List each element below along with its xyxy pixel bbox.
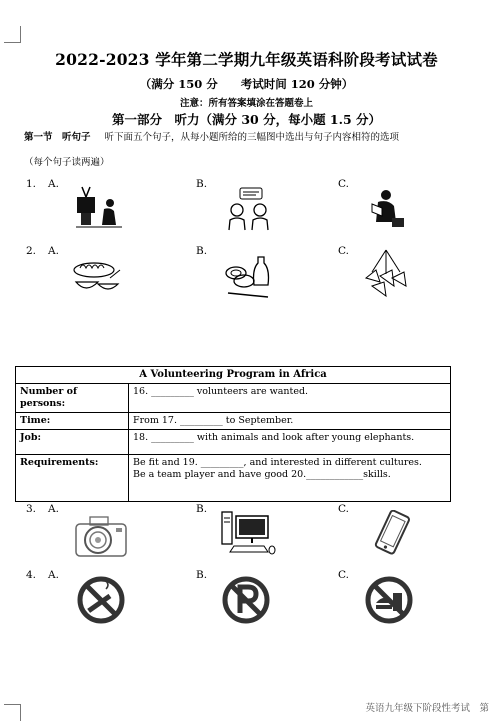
option-label: B.: [196, 569, 208, 581]
crop-mark-bottom-left: [4, 704, 21, 721]
option-label: B.: [196, 245, 208, 257]
volunteer-program-table: [15, 366, 451, 502]
table-row: [16, 413, 451, 430]
table-row: [16, 455, 451, 502]
camera-icon[interactable]: [72, 512, 132, 560]
table-value: [129, 455, 451, 502]
option-label: A.: [48, 178, 59, 190]
part-heading: 第一部分 听力（满分 30 分，每小题 1.5 分）: [111, 112, 382, 127]
table-key: Time:: [16, 413, 129, 430]
option-label: A.: [48, 245, 59, 257]
person-reading-icon[interactable]: [368, 188, 408, 230]
option-label: C.: [338, 178, 349, 190]
two-people-talking-icon[interactable]: [226, 186, 272, 232]
exam-note: 注意：所有答案填涂在答题卷上: [179, 98, 313, 109]
desktop-computer-icon[interactable]: [220, 510, 278, 556]
table-value-line: Be fit and 19. _________, and interested in different cultures.: [133, 457, 422, 468]
table-row: [16, 430, 451, 455]
table-key: Number of persons:: [16, 384, 129, 413]
question-number: 1.: [26, 178, 37, 190]
question-number: 2.: [26, 245, 37, 257]
option-label: C.: [338, 569, 349, 581]
person-watching-tv-icon[interactable]: [74, 183, 124, 231]
exam-subtitle: （满分 150 分 考试时间 120 分钟）: [139, 77, 354, 91]
option-label: A.: [48, 503, 59, 515]
option-label: C.: [338, 245, 349, 257]
option-label: A.: [48, 569, 59, 581]
repeat-note: （每个句子读两遍）: [24, 157, 110, 168]
table-title: A Volunteering Program in Africa: [16, 367, 451, 384]
option-label: C.: [338, 503, 349, 515]
crop-mark-top-left: [4, 26, 21, 43]
question-number: 4.: [26, 569, 37, 581]
option-label: B.: [196, 503, 208, 515]
table-key: Requirements:: [16, 455, 129, 502]
page-footer: 英语九年级下阶段性考试 第: [365, 703, 489, 714]
table-row: [16, 384, 451, 413]
section-instruction: 听下面五个句子，从每小题所给的三幅图中选出与句子内容相符的选项: [104, 132, 400, 143]
zongzi-icon[interactable]: [362, 248, 410, 300]
section-label: 第一节 听句子: [24, 132, 91, 143]
exam-title: 2022-2023 学年第二学期九年级英语科阶段考试试卷: [55, 50, 438, 69]
no-food-drink-icon[interactable]: [364, 575, 414, 625]
mooncakes-and-bottle-icon[interactable]: [222, 251, 274, 301]
no-smoking-icon[interactable]: [76, 575, 126, 625]
table-value-line: Be a team player and have good 20.____________skills.: [133, 469, 391, 480]
section-heading: [24, 131, 474, 145]
no-parking-icon[interactable]: [221, 575, 271, 625]
table-key: Job:: [16, 430, 129, 455]
dumplings-bowl-icon[interactable]: [72, 256, 122, 296]
table-value: 16. _________ volunteers are wanted.: [129, 384, 451, 413]
smartphone-icon[interactable]: [372, 510, 412, 556]
table-value: From 17. _________ to September.: [129, 413, 451, 430]
table-value: 18. _________ with animals and look after young elephants.: [129, 430, 451, 455]
option-label: B.: [196, 178, 208, 190]
question-number: 3.: [26, 503, 37, 515]
